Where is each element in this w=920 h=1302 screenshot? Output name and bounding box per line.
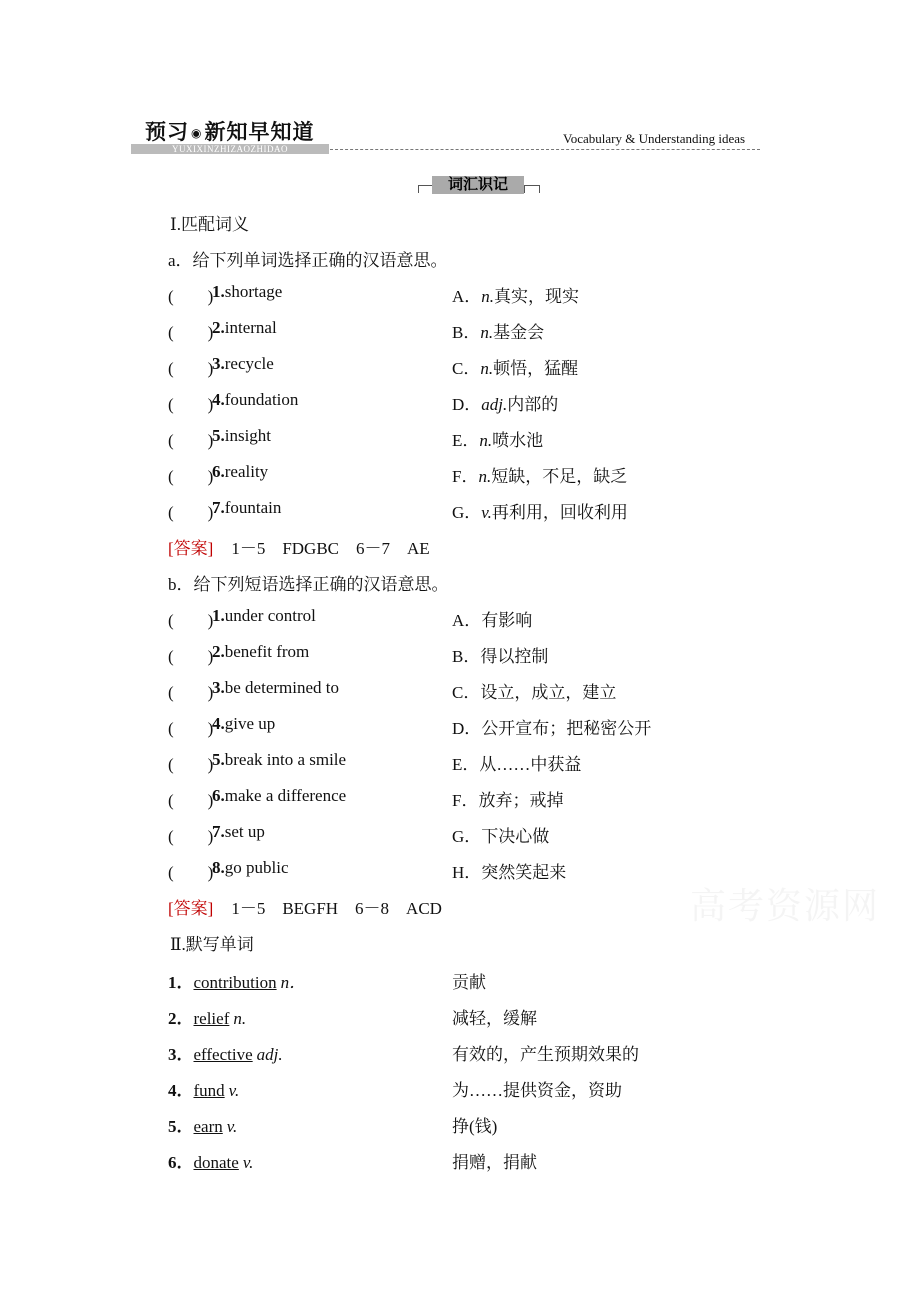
answer-blank[interactable]: ( ): [168, 755, 214, 774]
option: [452, 390, 558, 415]
option-meaning: 下决心做: [481, 827, 550, 846]
option-meaning: 设立，成立，建立: [480, 683, 617, 702]
item-number: 3.: [212, 354, 225, 373]
answer-blank[interactable]: ( ): [168, 395, 214, 414]
item-number: 6.: [212, 786, 225, 805]
item-text: [212, 606, 316, 626]
vocab-entry: [168, 1004, 246, 1029]
item-text: [212, 642, 309, 662]
vocab-entry: [168, 1076, 239, 1101]
item-word: break into a smile: [224, 750, 347, 769]
option-letter: D．: [452, 395, 482, 414]
option-letter: G．: [452, 827, 482, 846]
item-word: foundation: [224, 390, 299, 409]
item-word: recycle: [224, 354, 274, 373]
option-pos: n.: [481, 287, 495, 306]
option: [452, 678, 616, 703]
item-text: [212, 354, 274, 374]
item-text: [212, 318, 277, 338]
item-text: [212, 282, 282, 302]
item-word: reality: [224, 462, 269, 481]
item-text: [212, 498, 281, 518]
vocab-meaning: 减轻，缓解: [452, 1009, 537, 1028]
option-meaning: 从……中获益: [479, 755, 582, 774]
vocab-word: effective: [193, 1045, 253, 1064]
option: [452, 606, 532, 631]
answer-blank[interactable]: ( ): [168, 719, 214, 738]
header-title: [145, 116, 314, 146]
bracket-right: [524, 185, 540, 193]
option: [452, 750, 581, 775]
answer-blank[interactable]: ( ): [168, 323, 214, 342]
option-letter: A．: [452, 611, 482, 630]
answer-blank[interactable]: ( ): [168, 647, 214, 666]
answer-blank[interactable]: ( ): [168, 359, 214, 378]
option: [452, 714, 651, 739]
vocab-entry: [168, 1040, 283, 1065]
vocab-number: 5．: [168, 1117, 194, 1136]
item-text: [212, 858, 289, 878]
option-letter: D．: [452, 719, 482, 738]
item-text: [212, 426, 271, 446]
item-number: 7.: [212, 822, 225, 841]
option: [452, 498, 628, 523]
item-text: [212, 822, 265, 842]
vocab-entry: [168, 1112, 237, 1137]
answer-blank[interactable]: ( ): [168, 683, 214, 702]
option-meaning: 内部的: [507, 395, 559, 414]
answer-label: [答案]: [168, 899, 214, 918]
item-number: 1.: [212, 606, 225, 625]
vocab-word: relief: [193, 1009, 230, 1028]
item-word: insight: [224, 426, 272, 445]
item-word: shortage: [224, 282, 283, 301]
vocab-meaning: 为……提供资金，资助: [452, 1081, 622, 1100]
section-title: 词汇识记: [432, 176, 524, 194]
item-number: 1.: [212, 282, 225, 301]
option-letter: E．: [452, 755, 480, 774]
option: [452, 318, 544, 343]
item-number: 5.: [212, 426, 225, 445]
option-letter: C．: [452, 359, 481, 378]
vocab-word: earn: [193, 1117, 223, 1136]
answer-text: 1－5 FDGBC 6－7 AE: [231, 539, 430, 558]
option-meaning: 公开宣布；把秘密公开: [481, 719, 652, 738]
answer-blank[interactable]: ( ): [168, 467, 214, 486]
item-word: be determined to: [224, 678, 339, 697]
answer-blank[interactable]: ( ): [168, 503, 214, 522]
item-text: [212, 462, 268, 482]
option-letter: F．: [452, 791, 479, 810]
option: [452, 858, 566, 883]
item-word: benefit from: [224, 642, 310, 661]
option-meaning: 再利用，回收利用: [491, 503, 628, 522]
header-title-b: 新知早知道: [204, 120, 315, 144]
item-text: [212, 714, 275, 734]
header-english-title: Vocabulary & Understanding ideas: [563, 131, 746, 146]
vocab-number: 3．: [168, 1045, 194, 1064]
option-letter: B．: [452, 323, 481, 342]
item-number: 5.: [212, 750, 225, 769]
item-number: 6.: [212, 462, 225, 481]
header-pinyin: YUXIXINZHIZAOZHIDAO: [131, 144, 329, 154]
option-pos: n.: [478, 467, 492, 486]
a-instruction: a．给下列单词选择正确的汉语意思。: [168, 251, 448, 270]
item-text: [212, 678, 339, 698]
item-word: internal: [224, 318, 277, 337]
circle-arrow-icon: ◉: [191, 126, 203, 140]
option-meaning: 有影响: [481, 611, 533, 630]
watermark: 高考资源网: [690, 886, 881, 926]
item-number: 8.: [212, 858, 225, 877]
item-text: [212, 390, 298, 410]
answer-blank[interactable]: ( ): [168, 791, 214, 810]
item-word: make a difference: [224, 786, 347, 805]
item-number: 4.: [212, 714, 225, 733]
option-pos: n.: [479, 431, 493, 450]
option-letter: A．: [452, 287, 482, 306]
option-letter: E．: [452, 431, 480, 450]
vocab-pos: adj.: [256, 1045, 283, 1064]
vocab-pos: v.: [226, 1117, 238, 1136]
option-meaning: 喷水池: [492, 431, 544, 450]
vocab-meaning: 有效的，产生预期效果的: [452, 1045, 639, 1064]
option: [452, 354, 578, 379]
section-title-box: [418, 176, 538, 194]
vocab-word: contribution: [193, 973, 277, 992]
b-instruction: b．给下列短语选择正确的汉语意思。: [168, 575, 449, 594]
option-letter: C．: [452, 683, 481, 702]
answer-blank[interactable]: ( ): [168, 287, 214, 306]
option-meaning: 放弃；戒掉: [478, 791, 564, 810]
vocab-number: 2．: [168, 1009, 194, 1028]
vocab-meaning: 捐赠，捐献: [452, 1153, 537, 1172]
option-letter: H．: [452, 863, 482, 882]
item-word: give up: [224, 714, 276, 733]
option-meaning: 短缺，不足，缺乏: [491, 467, 628, 486]
item-number: 3.: [212, 678, 225, 697]
option-letter: F．: [452, 467, 479, 486]
option: [452, 462, 627, 487]
vocab-entry: [168, 968, 306, 993]
option: [452, 786, 563, 811]
option-meaning: 得以控制: [480, 647, 549, 666]
part2-heading: Ⅱ.默写单词: [170, 935, 254, 954]
option-meaning: 基金会: [493, 323, 545, 342]
item-word: set up: [224, 822, 265, 841]
vocab-word: donate: [193, 1153, 239, 1172]
option: [452, 426, 543, 451]
vocab-meaning: 挣(钱): [452, 1117, 498, 1136]
option-pos: n.: [480, 359, 494, 378]
option-meaning: 顿悟，猛醒: [493, 359, 579, 378]
option-meaning: 突然笑起来: [481, 863, 567, 882]
vocab-pos: v.: [242, 1153, 254, 1172]
option-letter: G．: [452, 503, 482, 522]
vocab-meaning: 贡献: [452, 973, 486, 992]
item-number: 2.: [212, 642, 225, 661]
option: [452, 282, 579, 307]
option-pos: v.: [481, 503, 492, 522]
option: [452, 822, 549, 847]
answer-blank[interactable]: ( ): [168, 431, 214, 450]
option-meaning: 真实，现实: [494, 287, 580, 306]
vocab-number: 6．: [168, 1153, 194, 1172]
answer-label: [答案]: [168, 539, 214, 558]
vocab-pos: n．: [280, 973, 307, 992]
vocab-number: 4．: [168, 1081, 194, 1100]
item-number: 4.: [212, 390, 225, 409]
option-pos: adj.: [481, 395, 508, 414]
header-divider: [330, 149, 760, 150]
item-text: [212, 750, 346, 770]
item-word: under control: [224, 606, 316, 625]
item-word: fountain: [224, 498, 282, 517]
vocab-pos: n.: [233, 1009, 247, 1028]
answer-text: 1－5 BEGFH 6－8 ACD: [231, 899, 442, 918]
option-letter: B．: [452, 647, 481, 666]
option: [452, 642, 548, 667]
header-title-a: 预习: [145, 120, 189, 144]
item-number: 7.: [212, 498, 225, 517]
a-answer: [168, 534, 430, 559]
vocab-pos: v.: [228, 1081, 240, 1100]
item-number: 2.: [212, 318, 225, 337]
answer-blank[interactable]: ( ): [168, 611, 214, 630]
b-answer: [168, 894, 442, 919]
answer-blank[interactable]: ( ): [168, 827, 214, 846]
part1-heading: Ⅰ.匹配词义: [170, 215, 249, 234]
item-word: go public: [224, 858, 289, 877]
option-pos: n.: [480, 323, 494, 342]
vocab-word: fund: [193, 1081, 225, 1100]
vocab-number: 1．: [168, 973, 194, 992]
item-text: [212, 786, 346, 806]
answer-blank[interactable]: ( ): [168, 863, 214, 882]
vocab-entry: [168, 1148, 253, 1173]
